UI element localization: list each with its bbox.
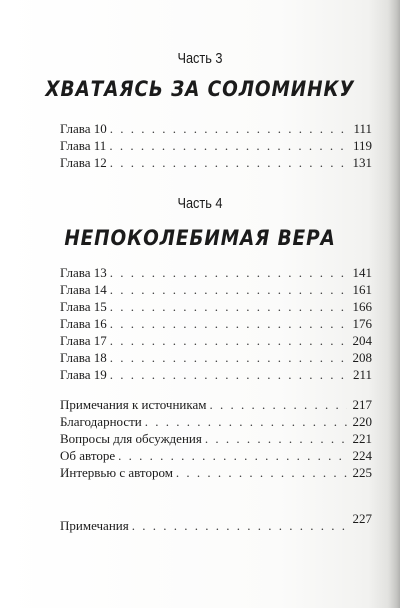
toc-entry-label: Глава 19 <box>60 367 107 382</box>
toc-entry-label: Глава 12 <box>60 155 107 170</box>
toc-entry-page: 224 <box>352 448 372 463</box>
part-3-toc <box>60 120 372 171</box>
toc-entry[interactable] <box>60 366 372 383</box>
leader-dots <box>110 366 347 383</box>
part-3-title: ХВАТАЯСЬ ЗА СОЛОМИНКУ <box>45 77 355 101</box>
toc-entry-label: Интервью с автором <box>60 465 173 480</box>
toc-entry-page: 161 <box>352 282 372 297</box>
leader-dots <box>110 120 347 137</box>
toc-entry[interactable] <box>60 281 372 298</box>
toc-entry-page: 208 <box>352 350 372 365</box>
toc-entry-label: Глава 11 <box>60 138 107 153</box>
toc-entry-page: 204 <box>352 333 372 348</box>
toc-entry-label: Об авторе <box>60 448 116 463</box>
backmatter-toc <box>60 396 372 481</box>
part-4-title: НЕПОКОЛЕБИМАЯ ВЕРА <box>64 226 336 250</box>
leader-dots <box>110 298 347 315</box>
toc-entry[interactable] <box>60 298 372 315</box>
leader-dots <box>110 332 347 349</box>
leader-dots <box>205 430 347 447</box>
toc-entry[interactable] <box>60 464 372 481</box>
leader-dots <box>132 517 347 534</box>
toc-entry-page: 221 <box>352 431 372 446</box>
leader-dots <box>110 154 347 171</box>
toc-entry-page: 220 <box>352 414 372 429</box>
toc-entry[interactable] <box>60 315 372 332</box>
leader-dots <box>110 349 347 366</box>
toc-entry[interactable] <box>60 332 372 349</box>
toc-entry-label: Глава 18 <box>60 350 107 365</box>
toc-entry[interactable] <box>60 447 372 464</box>
toc-entry-label: Глава 15 <box>60 299 107 314</box>
toc-entry[interactable] <box>60 264 372 281</box>
toc-entry-page: 225 <box>352 465 372 480</box>
toc-entry-label: Примечания к источникам <box>60 397 207 412</box>
toc-entry-page: 141 <box>352 265 372 280</box>
toc-entry[interactable] <box>60 154 372 171</box>
toc-entry[interactable] <box>60 413 372 430</box>
leader-dots <box>110 264 347 281</box>
leader-dots <box>118 447 347 464</box>
toc-entry-page: 176 <box>352 316 372 331</box>
toc-entry-label: Глава 13 <box>60 265 107 280</box>
toc-entry-label: Глава 14 <box>60 282 107 297</box>
toc-entry-page: 217 <box>352 397 372 412</box>
toc-entry-label: Глава 16 <box>60 316 107 331</box>
toc-entry[interactable] <box>60 430 372 447</box>
toc-entry[interactable] <box>60 512 372 534</box>
toc-entry-label: Глава 17 <box>60 333 107 348</box>
leader-dots <box>176 464 347 481</box>
toc-entry-label: Примечания <box>60 518 129 533</box>
leader-dots <box>210 396 347 413</box>
toc-entry[interactable] <box>60 137 372 154</box>
toc-entry-page: 227 <box>352 511 372 526</box>
toc-entry-label: Вопросы для обсуждения <box>60 431 202 446</box>
notes-toc <box>60 512 372 534</box>
toc-entry-page: 211 <box>352 367 372 382</box>
toc-entry-page: 131 <box>352 155 372 170</box>
leader-dots <box>110 281 347 298</box>
part-4-toc <box>60 264 372 383</box>
toc-entry[interactable] <box>60 396 372 413</box>
toc-entry[interactable] <box>60 349 372 366</box>
page-edge-shadow <box>388 0 400 608</box>
toc-entry-page: 119 <box>352 138 372 153</box>
leader-dots <box>145 413 347 430</box>
part-3-label: Часть 3 <box>177 50 223 67</box>
part-4-label: Часть 4 <box>177 195 223 212</box>
leader-dots <box>110 315 347 332</box>
toc-entry-label: Благодарности <box>60 414 142 429</box>
toc-entry-page: 166 <box>352 299 372 314</box>
toc-entry[interactable] <box>60 120 372 137</box>
toc-entry-label: Глава 10 <box>60 121 107 136</box>
leader-dots <box>109 137 347 154</box>
toc-entry-page: 111 <box>353 121 372 136</box>
